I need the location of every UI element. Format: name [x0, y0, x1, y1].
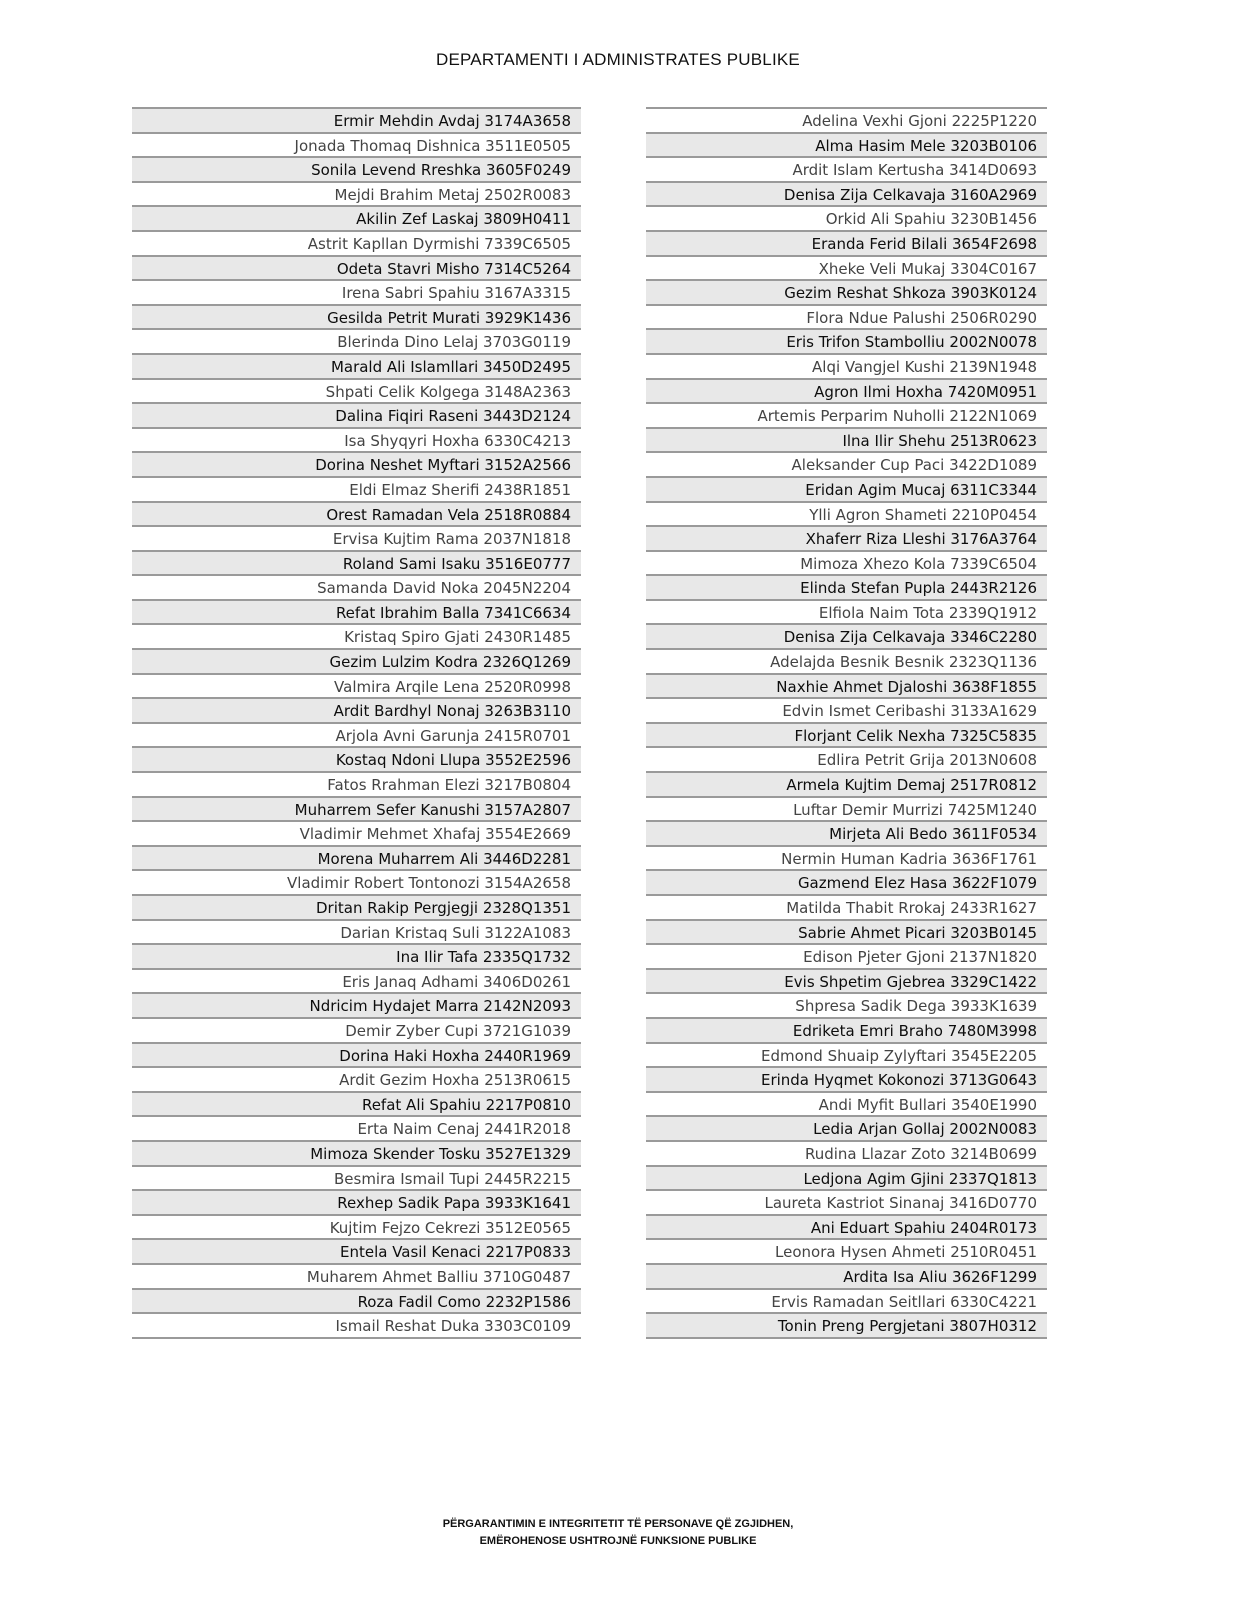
footer-line-2: EMËROHENOSE USHTROJNË FUNKSIONE PUBLIKE	[479, 1535, 757, 1547]
list-item: Evis Shpetim Gjebrea 3329C1422	[646, 970, 1047, 995]
list-item: Ervis Ramadan Seitllari 6330C4221	[646, 1290, 1047, 1315]
list-item: Gezim Reshat Shkoza 3903K0124	[646, 281, 1047, 306]
list-item: Orkid Ali Spahiu 3230B1456	[646, 207, 1047, 232]
list-item: Besmira Ismail Tupi 2445R2215	[132, 1167, 581, 1192]
list-item: Ledia Arjan Gollaj 2002N0083	[646, 1117, 1047, 1142]
list-item: Ylli Agron Shameti 2210P0454	[646, 503, 1047, 528]
footer-line-1: PËRGARANTIMIN E INTEGRITETIT TË PERSONAVE QË ZGJIDHEN,	[442, 1518, 794, 1530]
list-item: Adelajda Besnik Besnik 2323Q1136	[646, 650, 1047, 675]
list-item: Artemis Perparim Nuholli 2122N1069	[646, 404, 1047, 429]
list-item: Mirjeta Ali Bedo 3611F0534	[646, 822, 1047, 847]
list-item: Kristaq Spiro Gjati 2430R1485	[132, 625, 581, 650]
list-item: Kujtim Fejzo Cekrezi 3512E0565	[132, 1216, 581, 1241]
list-item: Darian Kristaq Suli 3122A1083	[132, 921, 581, 946]
list-item: Eldi Elmaz Sherifi 2438R1851	[132, 478, 581, 503]
list-item: Agron Ilmi Hoxha 7420M0951	[646, 380, 1047, 405]
list-item: Ismail Reshat Duka 3303C0109	[132, 1314, 581, 1339]
list-item: Armela Kujtim Demaj 2517R0812	[646, 773, 1047, 798]
list-item: Vladimir Mehmet Xhafaj 3554E2669	[132, 822, 581, 847]
list-item: Eranda Ferid Bilali 3654F2698	[646, 232, 1047, 257]
list-item: Isa Shyqyri Hoxha 6330C4213	[132, 429, 581, 454]
list-item: Mejdi Brahim Metaj 2502R0083	[132, 183, 581, 208]
list-item: Entela Vasil Kenaci 2217P0833	[132, 1240, 581, 1265]
list-item: Ledjona Agim Gjini 2337Q1813	[646, 1167, 1047, 1192]
list-item: Shpati Celik Kolgega 3148A2363	[132, 380, 581, 405]
list-item: Dorina Haki Hoxha 2440R1969	[132, 1044, 581, 1069]
list-item: Flora Ndue Palushi 2506R0290	[646, 306, 1047, 331]
list-item: Rexhep Sadik Papa 3933K1641	[132, 1191, 581, 1216]
list-item: Blerinda Dino Lelaj 3703G0119	[132, 330, 581, 355]
list-item: Adelina Vexhi Gjoni 2225P1220	[646, 109, 1047, 134]
list-item: Marald Ali Islamllari 3450D2495	[132, 355, 581, 380]
list-item: Erta Naim Cenaj 2441R2018	[132, 1117, 581, 1142]
list-item: Alqi Vangjel Kushi 2139N1948	[646, 355, 1047, 380]
list-item: Demir Zyber Cupi 3721G1039	[132, 1019, 581, 1044]
list-item: Orest Ramadan Vela 2518R0884	[132, 503, 581, 528]
list-item: Vladimir Robert Tontonozi 3154A2658	[132, 871, 581, 896]
list-item: Arjola Avni Garunja 2415R0701	[132, 724, 581, 749]
list-item: Shpresa Sadik Dega 3933K1639	[646, 994, 1047, 1019]
list-item: Edriketa Emri Braho 7480M3998	[646, 1019, 1047, 1044]
list-item: Ardita Isa Aliu 3626F1299	[646, 1265, 1047, 1290]
list-item: Edmond Shuaip Zylyftari 3545E2205	[646, 1044, 1047, 1069]
list-item: Morena Muharrem Ali 3446D2281	[132, 847, 581, 872]
list-item: Refat Ali Spahiu 2217P0810	[132, 1093, 581, 1118]
list-item: Florjant Celik Nexha 7325C5835	[646, 724, 1047, 749]
list-item: Mimoza Skender Tosku 3527E1329	[132, 1142, 581, 1167]
list-item: Andi Myfit Bullari 3540E1990	[646, 1093, 1047, 1118]
list-item: Akilin Zef Laskaj 3809H0411	[132, 207, 581, 232]
list-item: Laureta Kastriot Sinanaj 3416D0770	[646, 1191, 1047, 1216]
list-item: Eris Janaq Adhami 3406D0261	[132, 970, 581, 995]
list-item: Odeta Stavri Misho 7314C5264	[132, 257, 581, 282]
list-item: Tonin Preng Pergjetani 3807H0312	[646, 1314, 1047, 1339]
list-item: Aleksander Cup Paci 3422D1089	[646, 453, 1047, 478]
list-item: Leonora Hysen Ahmeti 2510R0451	[646, 1240, 1047, 1265]
list-item: Ardit Gezim Hoxha 2513R0615	[132, 1068, 581, 1093]
list-item: Edlira Petrit Grija 2013N0608	[646, 748, 1047, 773]
list-item: Matilda Thabit Rrokaj 2433R1627	[646, 896, 1047, 921]
list-item: Nermin Human Kadria 3636F1761	[646, 847, 1047, 872]
list-item: Roza Fadil Como 2232P1586	[132, 1290, 581, 1315]
list-item: Jonada Thomaq Dishnica 3511E0505	[132, 134, 581, 159]
list-item: Irena Sabri Spahiu 3167A3315	[132, 281, 581, 306]
list-item: Denisa Zija Celkavaja 3160A2969	[646, 183, 1047, 208]
list-item: Gazmend Elez Hasa 3622F1079	[646, 871, 1047, 896]
list-item: Alma Hasim Mele 3203B0106	[646, 134, 1047, 159]
list-item: Edison Pjeter Gjoni 2137N1820	[646, 945, 1047, 970]
list-item: Muharem Ahmet Balliu 3710G0487	[132, 1265, 581, 1290]
list-item: Samanda David Noka 2045N2204	[132, 576, 581, 601]
list-item: Xheke Veli Mukaj 3304C0167	[646, 257, 1047, 282]
list-item: Sonila Levend Rreshka 3605F0249	[132, 158, 581, 183]
list-item: Naxhie Ahmet Djaloshi 3638F1855	[646, 675, 1047, 700]
list-item: Dorina Neshet Myftari 3152A2566	[132, 453, 581, 478]
page-title: DEPARTAMENTI I ADMINISTRATES PUBLIKE	[436, 50, 800, 69]
list-item: Valmira Arqile Lena 2520R0998	[132, 675, 581, 700]
names-list-right	[646, 107, 1047, 1339]
list-item: Edvin Ismet Ceribashi 3133A1629	[646, 699, 1047, 724]
list-item: Muharrem Sefer Kanushi 3157A2807	[132, 798, 581, 823]
list-item: Ina Ilir Tafa 2335Q1732	[132, 945, 581, 970]
list-item: Fatos Rrahman Elezi 3217B0804	[132, 773, 581, 798]
list-item: Ndricim Hydajet Marra 2142N2093	[132, 994, 581, 1019]
list-item: Eris Trifon Stambolliu 2002N0078	[646, 330, 1047, 355]
list-item: Elfiola Naim Tota 2339Q1912	[646, 601, 1047, 626]
list-item: Refat Ibrahim Balla 7341C6634	[132, 601, 581, 626]
list-item: Gezim Lulzim Kodra 2326Q1269	[132, 650, 581, 675]
list-item: Ardit Bardhyl Nonaj 3263B3110	[132, 699, 581, 724]
list-item: Luftar Demir Murrizi 7425M1240	[646, 798, 1047, 823]
list-item: Ilna Ilir Shehu 2513R0623	[646, 429, 1047, 454]
list-item: Ani Eduart Spahiu 2404R0173	[646, 1216, 1047, 1241]
list-item: Gesilda Petrit Murati 3929K1436	[132, 306, 581, 331]
list-item: Ermir Mehdin Avdaj 3174A3658	[132, 109, 581, 134]
list-item: Rudina Llazar Zoto 3214B0699	[646, 1142, 1047, 1167]
list-item: Erinda Hyqmet Kokonozi 3713G0643	[646, 1068, 1047, 1093]
list-item: Kostaq Ndoni Llupa 3552E2596	[132, 748, 581, 773]
list-item: Xhaferr Riza Lleshi 3176A3764	[646, 527, 1047, 552]
list-item: Mimoza Xhezo Kola 7339C6504	[646, 552, 1047, 577]
list-item: Roland Sami Isaku 3516E0777	[132, 552, 581, 577]
list-item: Elinda Stefan Pupla 2443R2126	[646, 576, 1047, 601]
list-item: Dritan Rakip Pergjegji 2328Q1351	[132, 896, 581, 921]
list-item: Sabrie Ahmet Picari 3203B0145	[646, 921, 1047, 946]
names-list-left	[132, 107, 581, 1339]
list-item: Astrit Kapllan Dyrmishi 7339C6505	[132, 232, 581, 257]
list-item: Denisa Zija Celkavaja 3346C2280	[646, 625, 1047, 650]
list-item: Ervisa Kujtim Rama 2037N1818	[132, 527, 581, 552]
list-item: Ardit Islam Kertusha 3414D0693	[646, 158, 1047, 183]
list-item: Dalina Fiqiri Raseni 3443D2124	[132, 404, 581, 429]
footer	[0, 1516, 1236, 1550]
list-item: Eridan Agim Mucaj 6311C3344	[646, 478, 1047, 503]
